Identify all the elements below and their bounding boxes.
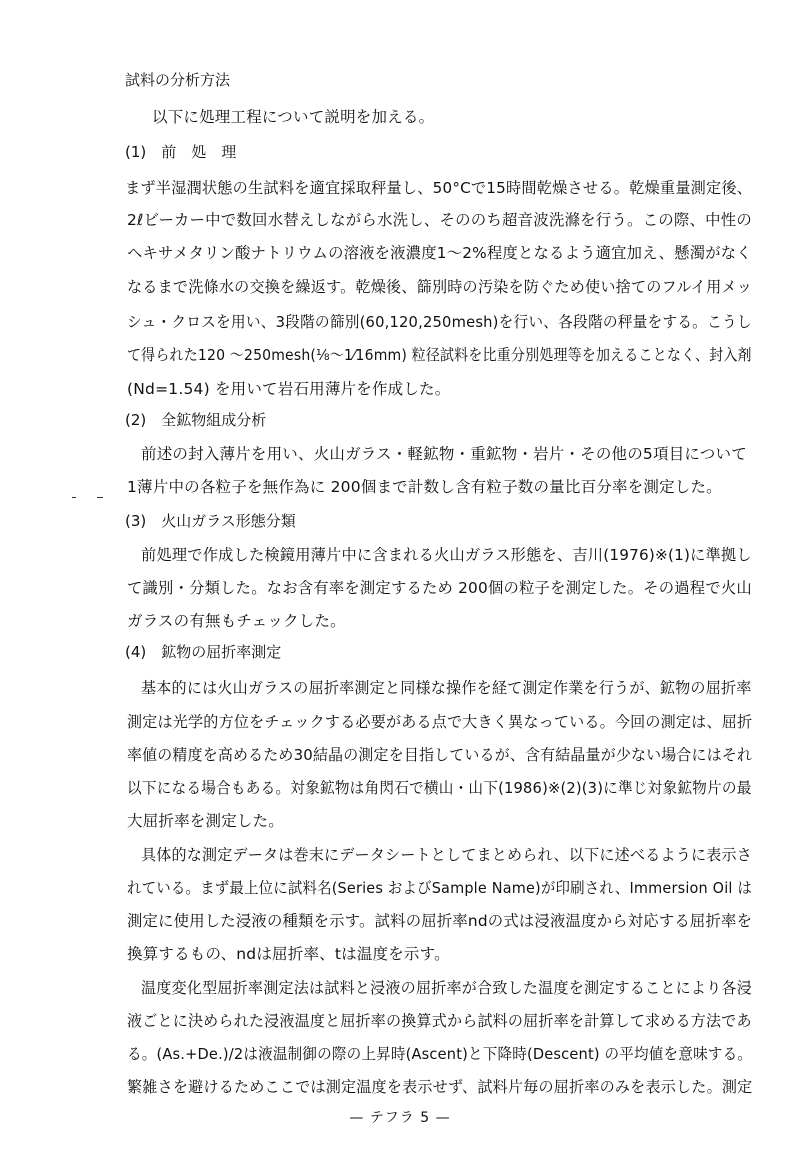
body-line: て識別・分類した。なお含有率を測定するため 200個の粒子を測定した。その過程で火山 — [127, 579, 752, 597]
body-line: 繁雑さを避けるためここでは測定温度を表示せず、試料片毎の屈折率のみを表示した。測定 — [127, 1078, 753, 1096]
margin-mark — [72, 497, 76, 498]
body-line: ガラスの有無もチェックした。 — [127, 612, 346, 630]
body-line: シュ・クロスを用い、3段階の篩別(60,120,250mesh)を行い、各段階の秤量をする。こうし — [127, 313, 752, 331]
section-heading-pretreatment: (1) 前 処 理 — [125, 143, 237, 161]
body-line: 前処理で作成した検鏡用薄片中に含まれる火山ガラス形態を、吉川(1976)※(1)に準拠し — [141, 546, 752, 564]
body-line: 温度変化型屈折率測定法は試料と浸液の屈折率が合致した温度を測定することにより各浸 — [141, 979, 752, 997]
body-line: 測定は光学的方位をチェックする必要がある点で大きく異なっている。今回の測定は、屈折 — [127, 713, 753, 731]
body-line: 具体的な測定データは巻末にデータシートとしてまとめられ、以下に述べるように表示さ — [141, 846, 752, 864]
body-line: 大屈折率を測定した。 — [127, 812, 285, 830]
body-line: なるまで洗條水の交換を繰返す。乾燥後、篩別時の汚染を防ぐため使い捨てのフルイ用メッ — [127, 278, 753, 296]
body-line: る。(As.+De.)/2は液温制御の際の上昇時(Ascent)と下降時(Descent) の平均値を意味する。 — [127, 1045, 753, 1063]
body-line: 1薄片中の各粒子を無作為に 200個まで計数し含有粒子数の量比百分率を測定した。 — [127, 478, 722, 496]
body-line: 液ごとに決められた浸液温度と屈折率の換算式から試料の屈折率を計算して求める方法であ — [127, 1012, 752, 1030]
document-title: 試料の分析方法 — [125, 71, 231, 89]
body-line: 以下になる場合もある。対象鉱物は角閃石で横山・山下(1986)※(2)(3)に準じ対象鉱物片の最 — [127, 779, 752, 797]
body-line: 2ℓビーカー中で数回水替えしながら水洗し、そののち超音波洗滌を行う。この際、中性の — [127, 211, 753, 229]
body-line: 率値の精度を高めるため30結晶の測定を目指しているが、含有結晶量が少ない場合にはそれ — [127, 746, 753, 764]
section-heading-mineral-composition: (2) 全鉱物組成分析 — [125, 411, 267, 429]
body-line: 換算するもの、ndは屈折率、tは温度を示す。 — [127, 945, 450, 963]
section-heading-glass-morphology: (3) 火山ガラス形態分類 — [125, 512, 296, 530]
body-line: (Nd=1.54) を用いて岩石用薄片を作成した。 — [127, 380, 451, 398]
margin-mark — [97, 497, 103, 498]
body-line: 測定に使用した浸液の種類を示す。試料の屈折率ndの式は浸液温度から対応する屈折率を — [127, 912, 753, 930]
body-line: 基本的には火山ガラスの屈折率測定と同様な操作を経て測定作業を行うが、鉱物の屈折率 — [141, 679, 752, 697]
page-footer: — テフラ 5 — — [349, 1110, 451, 1126]
body-line: まず半湿潤状態の生試料を適宜採取秤量し、50°Cで15時間乾燥させる。乾燥重量測定後、 — [125, 179, 753, 197]
section-heading-refractive-index: (4) 鉱物の屈折率測定 — [125, 643, 282, 661]
body-line: て得られた120 ～250mesh(⅛～1⁄16mm) 粒径試料を比重分別処理等を加えることなく、封入剤 — [127, 346, 752, 364]
intro-line: 以下に処理工程について説明を加える。 — [152, 108, 435, 126]
body-line: れている。まず最上位に試料名(Series およびSample Name)が印刷され、Immersion Oil は — [127, 879, 752, 897]
body-line: ヘキサメタリン酸ナトリウムの溶液を液濃度1～2%程度となるよう適宜加え、懸濁がなく — [127, 244, 752, 262]
body-line: 前述の封入薄片を用い、火山ガラス・軽鉱物・重鉱物・岩片・その他の5項目について — [141, 445, 747, 463]
